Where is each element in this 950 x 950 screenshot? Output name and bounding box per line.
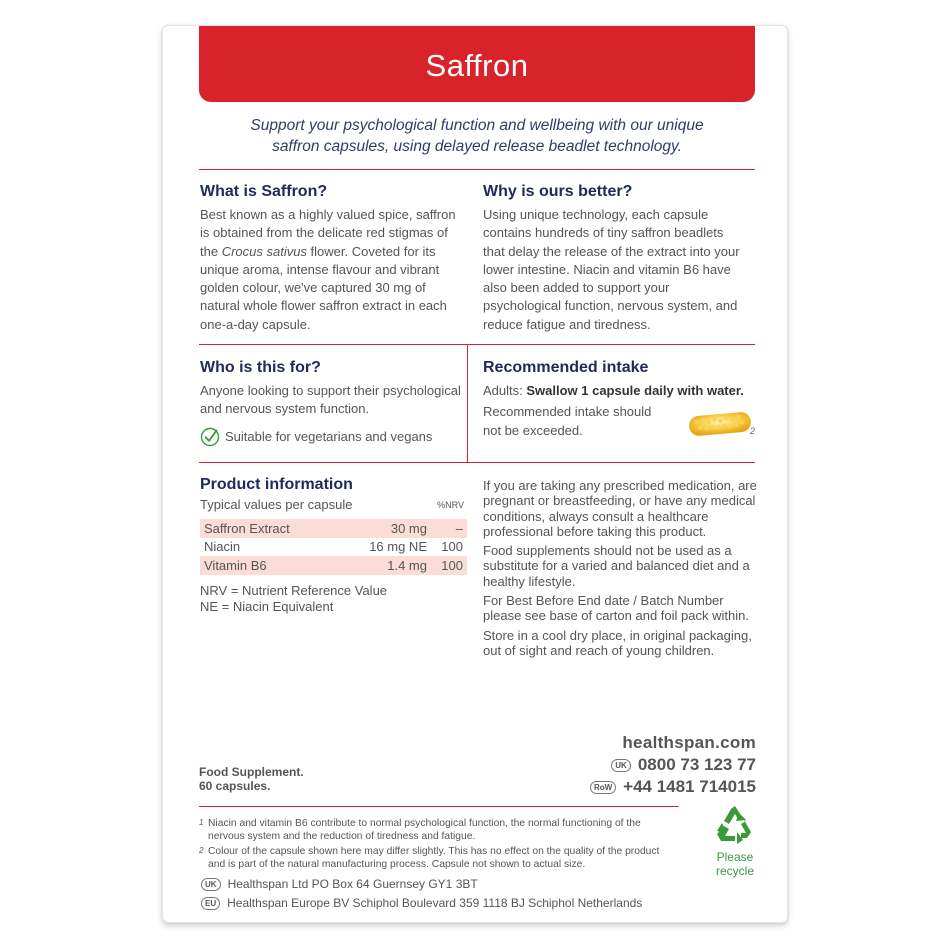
- address-uk: UK Healthspan Ltd PO Box 64 Guernsey GY1 3BT: [201, 877, 478, 891]
- divider: [199, 169, 755, 170]
- footnote-ref: 2: [750, 426, 756, 436]
- why-better-text: Using unique technology, each capsule contains hundreds of tiny saffron beadlets that delay the release of the extract into your lower intestine. Niacin and vitamin B6 have also been added to support your psychological function, nervous system, and reduce fatigue and tiredness.: [483, 207, 740, 332]
- who-for-text: Anyone looking to support their psychological and nervous system function.: [200, 383, 461, 417]
- address-eu: EU Healthspan Europe BV Schiphol Boulevard 359 1118 BJ Schiphol Netherlands: [201, 896, 642, 910]
- product-title: Saffron: [199, 26, 755, 102]
- table-header: Typical values per capsule %NRV: [200, 497, 464, 512]
- recycle-icon: [713, 804, 757, 846]
- row-phone: RoW +44 1481 714015: [590, 777, 756, 797]
- contact-block: [590, 733, 756, 797]
- recycle-badge: Please recycle: [705, 804, 765, 878]
- website-link[interactable]: healthspan.com: [622, 733, 756, 752]
- nrv-note: NRV = Nutrient Reference Value: [200, 582, 388, 598]
- footnote: 2 Colour of the capsule shown here may differ slightly. This has no effect on the quality of the product and is part of the natural manufacturing process. Capsule not shown to actual size.: [199, 846, 660, 870]
- divider-vertical: [467, 344, 468, 463]
- section-heading: Product information: [200, 476, 353, 493]
- table-row: Niacin 16 mg NE 100: [204, 539, 463, 555]
- who-for-section: [200, 359, 462, 447]
- divider: [199, 462, 755, 463]
- capsule-image: [687, 410, 756, 438]
- what-is-section: [200, 183, 462, 334]
- section-heading: Who is this for?: [200, 359, 321, 376]
- intake-dose: Adults: Swallow 1 capsule daily with water.: [483, 383, 744, 398]
- tick-circle-icon: [200, 427, 220, 447]
- table-row: Vitamin B6 1.4 mg 100: [200, 556, 467, 575]
- section-heading: What is Saffron?: [200, 183, 328, 200]
- section-heading: Why is ours better?: [483, 183, 633, 200]
- food-supplement-label: Food Supplement. 60 capsules.: [199, 765, 304, 793]
- tagline: Support your psychological function and wellbeing with our unique saffron capsules, using delayed release beadlet technology.: [250, 117, 704, 155]
- footnotes: [199, 818, 679, 874]
- vegetarian-badge: Suitable for vegetarians and vegans: [200, 427, 462, 447]
- safety-notes: If you are taking any prescribed medication, are pregnant or breastfeeding, or have any medical conditions, always consult a healthcare professional before taking this product. Food supplements should not be used as a substitute for a varied and balanced diet and a healthy lifestyle. For Best Before End date / Batch Number please see base of carton and foil pack within. Store in a cool dry place, in original packaging, out of sight and reach of young children.: [483, 478, 757, 658]
- intake-warning: Recommended intake should not be exceeded.: [483, 404, 652, 438]
- product-info-section: [200, 476, 470, 615]
- footnote: 1 Niacin and vitamin B6 contribute to normal psychological function, the normal functioning of the nervous system and the reduction of tiredness and fatigue.: [199, 818, 641, 842]
- what-is-text: Best known as a highly valued spice, saffron is obtained from the delicate red stigmas of the Crocus sativus flower. Coveted for its unique aroma, intense flavour and vibrant golden colour, we've captured 30 mg of natural whole flower saffron extract in each one-a-day capsule.: [200, 207, 456, 332]
- uk-phone: UK 0800 73 123 77: [590, 755, 756, 775]
- divider: [199, 806, 679, 807]
- nutrition-table: [200, 519, 467, 575]
- section-heading: Recommended intake: [483, 359, 649, 376]
- why-better-section: [483, 183, 745, 334]
- divider: [199, 344, 755, 345]
- product-label: [162, 25, 788, 923]
- table-row: Saffron Extract 30 mg –: [200, 519, 467, 538]
- ne-note: NE = Niacin Equivalent: [200, 598, 334, 614]
